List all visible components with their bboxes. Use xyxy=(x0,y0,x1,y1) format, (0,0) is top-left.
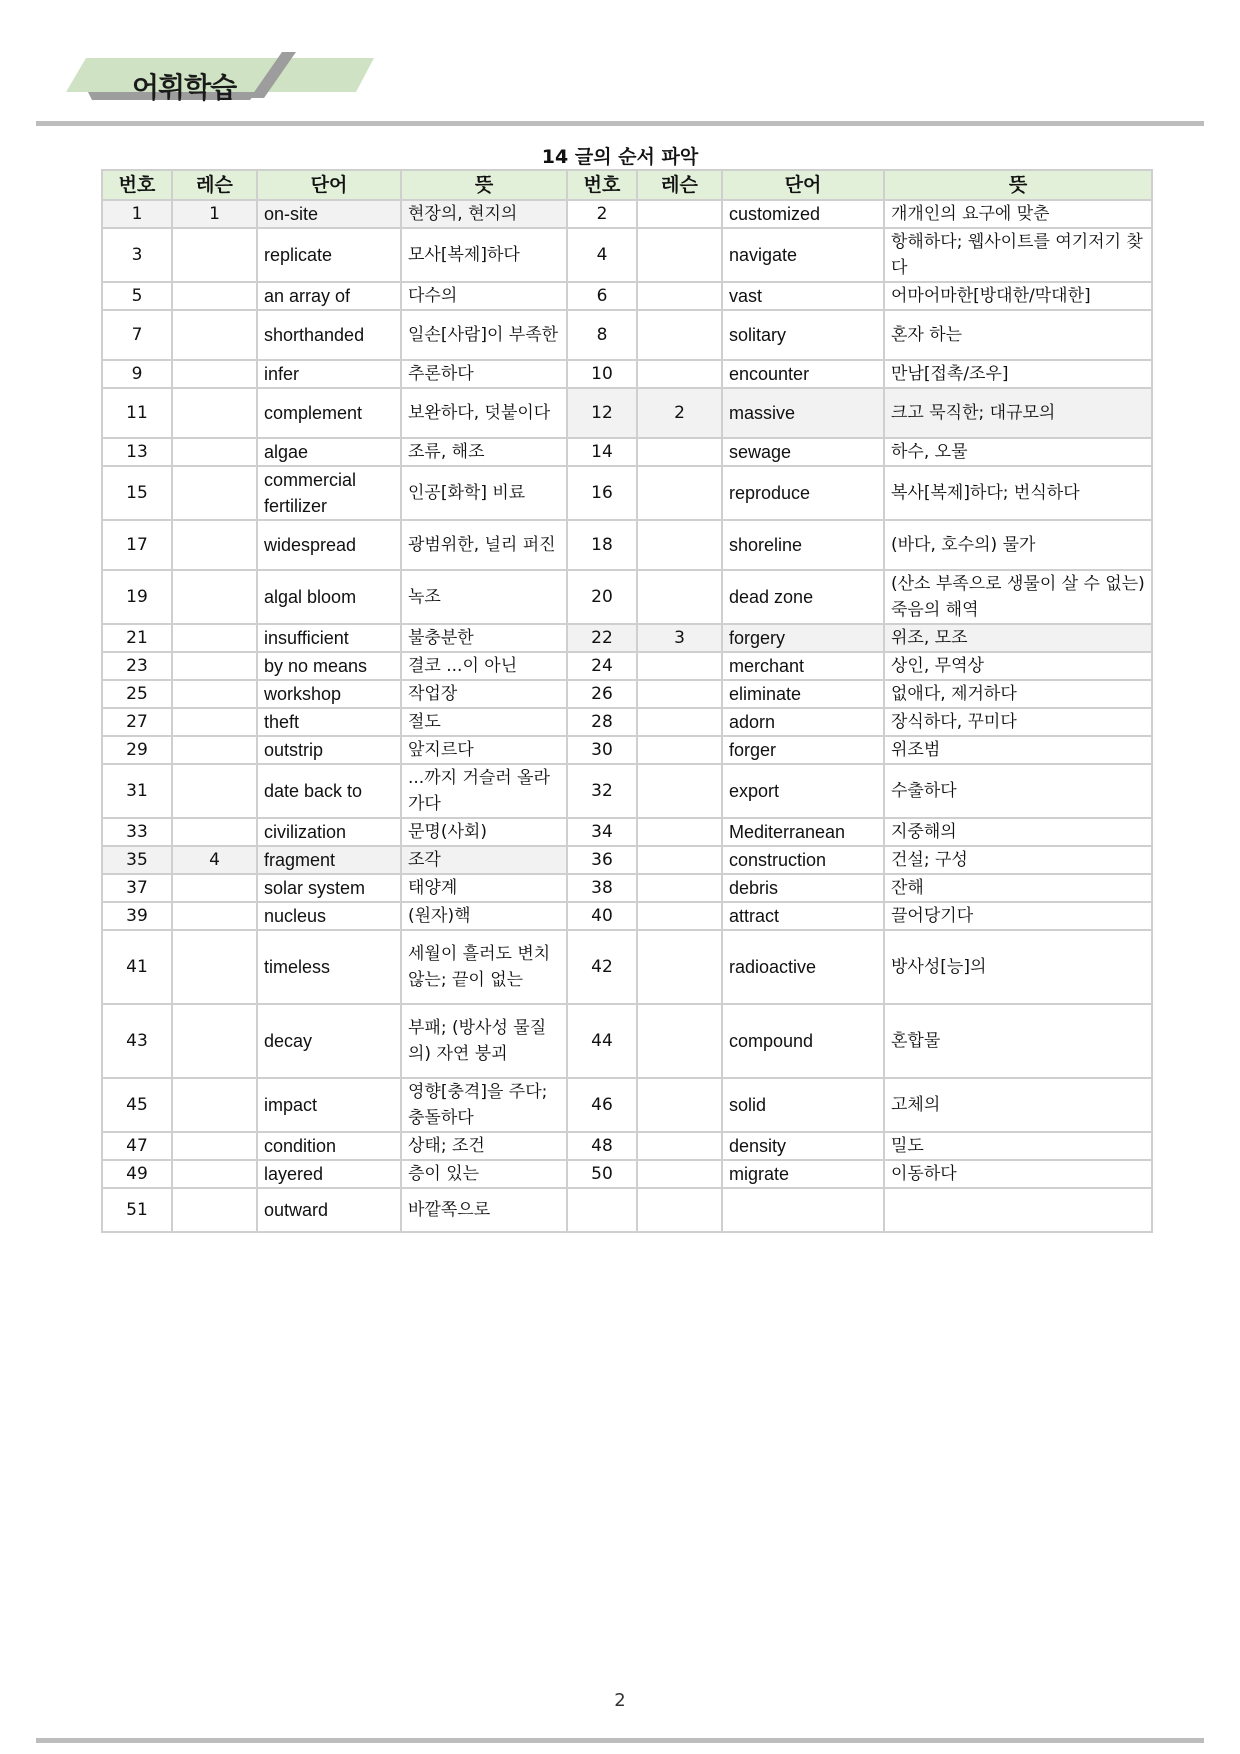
page-number: 2 xyxy=(614,1690,626,1711)
korean-meaning: (산소 부족으로 생물이 살 수 없는) 죽음의 해역 xyxy=(884,570,1152,624)
english-word: vast xyxy=(722,282,884,310)
korean-meaning: 어마어마한[방대한/막대한] xyxy=(884,282,1152,310)
english-word: eliminate xyxy=(722,680,884,708)
lesson-number xyxy=(172,466,257,520)
top-divider xyxy=(36,121,1204,126)
table-row xyxy=(102,466,1152,520)
word-number: 29 xyxy=(102,736,172,764)
lesson-number xyxy=(637,1004,722,1078)
table-row xyxy=(102,282,1152,310)
lesson-number xyxy=(637,846,722,874)
korean-meaning: (원자)핵 xyxy=(401,902,567,930)
lesson-number xyxy=(637,228,722,282)
lesson-number: 4 xyxy=(172,846,257,874)
lesson-number xyxy=(172,520,257,570)
lesson-number xyxy=(172,1188,257,1232)
word-number: 40 xyxy=(567,902,637,930)
lesson-number xyxy=(172,764,257,818)
table-row xyxy=(102,1188,1152,1232)
word-number: 21 xyxy=(102,624,172,652)
english-word xyxy=(722,1188,884,1232)
word-number: 41 xyxy=(102,930,172,1004)
korean-meaning: 세월이 흘러도 변치 않는; 끝이 없는 xyxy=(401,930,567,1004)
korean-meaning: 하수, 오물 xyxy=(884,438,1152,466)
word-number: 44 xyxy=(567,1004,637,1078)
word-number: 18 xyxy=(567,520,637,570)
lesson-number xyxy=(637,282,722,310)
word-number: 1 xyxy=(102,200,172,228)
lesson-number xyxy=(637,438,722,466)
lesson-number xyxy=(172,1160,257,1188)
word-number: 7 xyxy=(102,310,172,360)
word-number: 28 xyxy=(567,708,637,736)
korean-meaning: 없애다, 제거하다 xyxy=(884,680,1152,708)
korean-meaning: 위조범 xyxy=(884,736,1152,764)
lesson-number xyxy=(172,310,257,360)
word-number: 16 xyxy=(567,466,637,520)
english-word: adorn xyxy=(722,708,884,736)
table-row xyxy=(102,902,1152,930)
korean-meaning: 영향[충격]을 주다; 충돌하다 xyxy=(401,1078,567,1132)
word-number: 43 xyxy=(102,1004,172,1078)
english-word: date back to xyxy=(257,764,401,818)
english-word: export xyxy=(722,764,884,818)
lesson-number xyxy=(637,1132,722,1160)
english-word: fragment xyxy=(257,846,401,874)
word-number: 42 xyxy=(567,930,637,1004)
word-number: 24 xyxy=(567,652,637,680)
table-row xyxy=(102,1132,1152,1160)
lesson-number xyxy=(172,818,257,846)
korean-meaning: 인공[화학] 비료 xyxy=(401,466,567,520)
word-number: 50 xyxy=(567,1160,637,1188)
korean-meaning: 수출하다 xyxy=(884,764,1152,818)
korean-meaning: 밀도 xyxy=(884,1132,1152,1160)
english-word: radioactive xyxy=(722,930,884,1004)
lesson-number xyxy=(637,520,722,570)
korean-meaning: 끌어당기다 xyxy=(884,902,1152,930)
lesson-number xyxy=(172,902,257,930)
korean-meaning: 위조, 모조 xyxy=(884,624,1152,652)
table-row xyxy=(102,874,1152,902)
table-header-row xyxy=(102,170,1152,200)
korean-meaning: 문명(사회) xyxy=(401,818,567,846)
korean-meaning xyxy=(884,1188,1152,1232)
header-meaning: 뜻 xyxy=(884,170,1152,200)
korean-meaning: 만남[접촉/조우] xyxy=(884,360,1152,388)
korean-meaning: 복사[복제]하다; 번식하다 xyxy=(884,466,1152,520)
lesson-number xyxy=(637,1078,722,1132)
korean-meaning: 태양계 xyxy=(401,874,567,902)
english-word: migrate xyxy=(722,1160,884,1188)
lesson-number xyxy=(172,708,257,736)
table-row xyxy=(102,818,1152,846)
english-word: decay xyxy=(257,1004,401,1078)
table-row xyxy=(102,736,1152,764)
word-number: 14 xyxy=(567,438,637,466)
table-row xyxy=(102,624,1152,652)
lesson-number xyxy=(172,652,257,680)
korean-meaning: 층이 있는 xyxy=(401,1160,567,1188)
english-word: on-site xyxy=(257,200,401,228)
korean-meaning: 개개인의 요구에 맞춘 xyxy=(884,200,1152,228)
word-number: 20 xyxy=(567,570,637,624)
korean-meaning: 조각 xyxy=(401,846,567,874)
english-word: customized xyxy=(722,200,884,228)
word-number: 23 xyxy=(102,652,172,680)
table-row xyxy=(102,680,1152,708)
word-number: 27 xyxy=(102,708,172,736)
lesson-number xyxy=(637,570,722,624)
lesson-number xyxy=(637,736,722,764)
bottom-divider xyxy=(36,1738,1204,1743)
korean-meaning: 현장의, 현지의 xyxy=(401,200,567,228)
english-word: reproduce xyxy=(722,466,884,520)
table-row xyxy=(102,708,1152,736)
korean-meaning: 상인, 무역상 xyxy=(884,652,1152,680)
lesson-number xyxy=(172,930,257,1004)
english-word: encounter xyxy=(722,360,884,388)
english-word: algal bloom xyxy=(257,570,401,624)
word-number: 25 xyxy=(102,680,172,708)
english-word: outward xyxy=(257,1188,401,1232)
header-number: 번호 xyxy=(102,170,172,200)
word-number: 47 xyxy=(102,1132,172,1160)
korean-meaning: 조류, 해조 xyxy=(401,438,567,466)
lesson-number: 1 xyxy=(172,200,257,228)
english-word: timeless xyxy=(257,930,401,1004)
korean-meaning: 모사[복제]하다 xyxy=(401,228,567,282)
lesson-number xyxy=(172,680,257,708)
korean-meaning: 혼합물 xyxy=(884,1004,1152,1078)
korean-meaning: 항해하다; 웹사이트를 여기저기 찾다 xyxy=(884,228,1152,282)
document-title: 14 글의 순서 파악 xyxy=(541,146,699,168)
word-number: 48 xyxy=(567,1132,637,1160)
word-number: 26 xyxy=(567,680,637,708)
korean-meaning: 건설; 구성 xyxy=(884,846,1152,874)
word-number: 2 xyxy=(567,200,637,228)
lesson-number xyxy=(637,310,722,360)
english-word: widespread xyxy=(257,520,401,570)
english-word: attract xyxy=(722,902,884,930)
word-number: 13 xyxy=(102,438,172,466)
header-lesson: 레슨 xyxy=(637,170,722,200)
lesson-number: 3 xyxy=(637,624,722,652)
english-word: massive xyxy=(722,388,884,438)
english-word: shoreline xyxy=(722,520,884,570)
word-number: 22 xyxy=(567,624,637,652)
table-row xyxy=(102,652,1152,680)
lesson-number xyxy=(637,680,722,708)
english-word: Mediterranean xyxy=(722,818,884,846)
english-word: layered xyxy=(257,1160,401,1188)
lesson-number xyxy=(172,360,257,388)
korean-meaning: 추론하다 xyxy=(401,360,567,388)
korean-meaning: 녹조 xyxy=(401,570,567,624)
english-word: infer xyxy=(257,360,401,388)
english-word: construction xyxy=(722,846,884,874)
english-word: complement xyxy=(257,388,401,438)
word-number: 34 xyxy=(567,818,637,846)
korean-meaning: 지중해의 xyxy=(884,818,1152,846)
word-number: 31 xyxy=(102,764,172,818)
word-number: 8 xyxy=(567,310,637,360)
english-word: solar system xyxy=(257,874,401,902)
table-row xyxy=(102,388,1152,438)
korean-meaning: 불충분한 xyxy=(401,624,567,652)
word-number xyxy=(567,1188,637,1232)
lesson-number xyxy=(637,764,722,818)
table-row xyxy=(102,228,1152,282)
word-number: 36 xyxy=(567,846,637,874)
table-row xyxy=(102,764,1152,818)
english-word: impact xyxy=(257,1078,401,1132)
vocabulary-table-body xyxy=(102,200,1152,1232)
lesson-number xyxy=(172,438,257,466)
lesson-number xyxy=(172,282,257,310)
korean-meaning: 방사성[능]의 xyxy=(884,930,1152,1004)
lesson-number xyxy=(172,874,257,902)
word-number: 49 xyxy=(102,1160,172,1188)
table-row xyxy=(102,846,1152,874)
lesson-number xyxy=(172,570,257,624)
word-number: 51 xyxy=(102,1188,172,1232)
english-word: navigate xyxy=(722,228,884,282)
header-number: 번호 xyxy=(567,170,637,200)
header-word: 단어 xyxy=(257,170,401,200)
table-row xyxy=(102,200,1152,228)
english-word: commercial fertilizer xyxy=(257,466,401,520)
english-word: shorthanded xyxy=(257,310,401,360)
table-row xyxy=(102,570,1152,624)
word-number: 10 xyxy=(567,360,637,388)
word-number: 9 xyxy=(102,360,172,388)
english-word: workshop xyxy=(257,680,401,708)
english-word: nucleus xyxy=(257,902,401,930)
korean-meaning: (바다, 호수의) 물가 xyxy=(884,520,1152,570)
lesson-number: 2 xyxy=(637,388,722,438)
english-word: outstrip xyxy=(257,736,401,764)
english-word: density xyxy=(722,1132,884,1160)
word-number: 11 xyxy=(102,388,172,438)
word-number: 32 xyxy=(567,764,637,818)
word-number: 4 xyxy=(567,228,637,282)
lesson-number xyxy=(637,200,722,228)
word-number: 38 xyxy=(567,874,637,902)
english-word: replicate xyxy=(257,228,401,282)
lesson-number xyxy=(637,874,722,902)
table-row xyxy=(102,1160,1152,1188)
lesson-number xyxy=(637,930,722,1004)
table-row xyxy=(102,1004,1152,1078)
word-number: 15 xyxy=(102,466,172,520)
lesson-number xyxy=(637,1188,722,1232)
word-number: 37 xyxy=(102,874,172,902)
korean-meaning: 부패; (방사성 물질의) 자연 붕괴 xyxy=(401,1004,567,1078)
word-number: 6 xyxy=(567,282,637,310)
english-word: solid xyxy=(722,1078,884,1132)
lesson-number xyxy=(637,652,722,680)
table-row xyxy=(102,520,1152,570)
english-word: insufficient xyxy=(257,624,401,652)
korean-meaning: 이동하다 xyxy=(884,1160,1152,1188)
english-word: algae xyxy=(257,438,401,466)
korean-meaning: ...까지 거슬러 올라가다 xyxy=(401,764,567,818)
english-word: condition xyxy=(257,1132,401,1160)
english-word: compound xyxy=(722,1004,884,1078)
table-row xyxy=(102,360,1152,388)
english-word: dead zone xyxy=(722,570,884,624)
lesson-number xyxy=(172,228,257,282)
korean-meaning: 보완하다, 덧붙이다 xyxy=(401,388,567,438)
word-number: 33 xyxy=(102,818,172,846)
english-word: merchant xyxy=(722,652,884,680)
korean-meaning: 바깥쪽으로 xyxy=(401,1188,567,1232)
korean-meaning: 잔해 xyxy=(884,874,1152,902)
korean-meaning: 일손[사람]이 부족한 xyxy=(401,310,567,360)
korean-meaning: 결코 ...이 아닌 xyxy=(401,652,567,680)
word-number: 3 xyxy=(102,228,172,282)
section-banner xyxy=(64,52,374,112)
header-meaning: 뜻 xyxy=(401,170,567,200)
word-number: 30 xyxy=(567,736,637,764)
lesson-number xyxy=(637,818,722,846)
lesson-number xyxy=(637,466,722,520)
korean-meaning: 절도 xyxy=(401,708,567,736)
english-word: theft xyxy=(257,708,401,736)
word-number: 46 xyxy=(567,1078,637,1132)
word-number: 5 xyxy=(102,282,172,310)
word-number: 17 xyxy=(102,520,172,570)
korean-meaning: 작업장 xyxy=(401,680,567,708)
english-word: an array of xyxy=(257,282,401,310)
lesson-number xyxy=(172,1004,257,1078)
word-number: 39 xyxy=(102,902,172,930)
english-word: forgery xyxy=(722,624,884,652)
lesson-number xyxy=(637,902,722,930)
table-row xyxy=(102,438,1152,466)
table-row xyxy=(102,310,1152,360)
korean-meaning: 앞지르다 xyxy=(401,736,567,764)
lesson-number xyxy=(172,1132,257,1160)
korean-meaning: 크고 묵직한; 대규모의 xyxy=(884,388,1152,438)
lesson-number xyxy=(172,388,257,438)
lesson-number xyxy=(172,1078,257,1132)
word-number: 45 xyxy=(102,1078,172,1132)
header-word: 단어 xyxy=(722,170,884,200)
lesson-number xyxy=(172,624,257,652)
english-word: debris xyxy=(722,874,884,902)
word-number: 35 xyxy=(102,846,172,874)
korean-meaning: 장식하다, 꾸미다 xyxy=(884,708,1152,736)
word-number: 12 xyxy=(567,388,637,438)
korean-meaning: 광범위한, 널리 퍼진 xyxy=(401,520,567,570)
korean-meaning: 다수의 xyxy=(401,282,567,310)
lesson-number xyxy=(637,360,722,388)
lesson-number xyxy=(172,736,257,764)
table-row xyxy=(102,930,1152,1004)
english-word: forger xyxy=(722,736,884,764)
vocabulary-table xyxy=(101,169,1153,1233)
korean-meaning: 상태; 조건 xyxy=(401,1132,567,1160)
lesson-number xyxy=(637,708,722,736)
english-word: civilization xyxy=(257,818,401,846)
header-lesson: 레슨 xyxy=(172,170,257,200)
korean-meaning: 고체의 xyxy=(884,1078,1152,1132)
english-word: sewage xyxy=(722,438,884,466)
english-word: solitary xyxy=(722,310,884,360)
section-title: 어휘학습 xyxy=(132,71,237,104)
lesson-number xyxy=(637,1160,722,1188)
korean-meaning: 혼자 하는 xyxy=(884,310,1152,360)
table-row xyxy=(102,1078,1152,1132)
word-number: 19 xyxy=(102,570,172,624)
english-word: by no means xyxy=(257,652,401,680)
